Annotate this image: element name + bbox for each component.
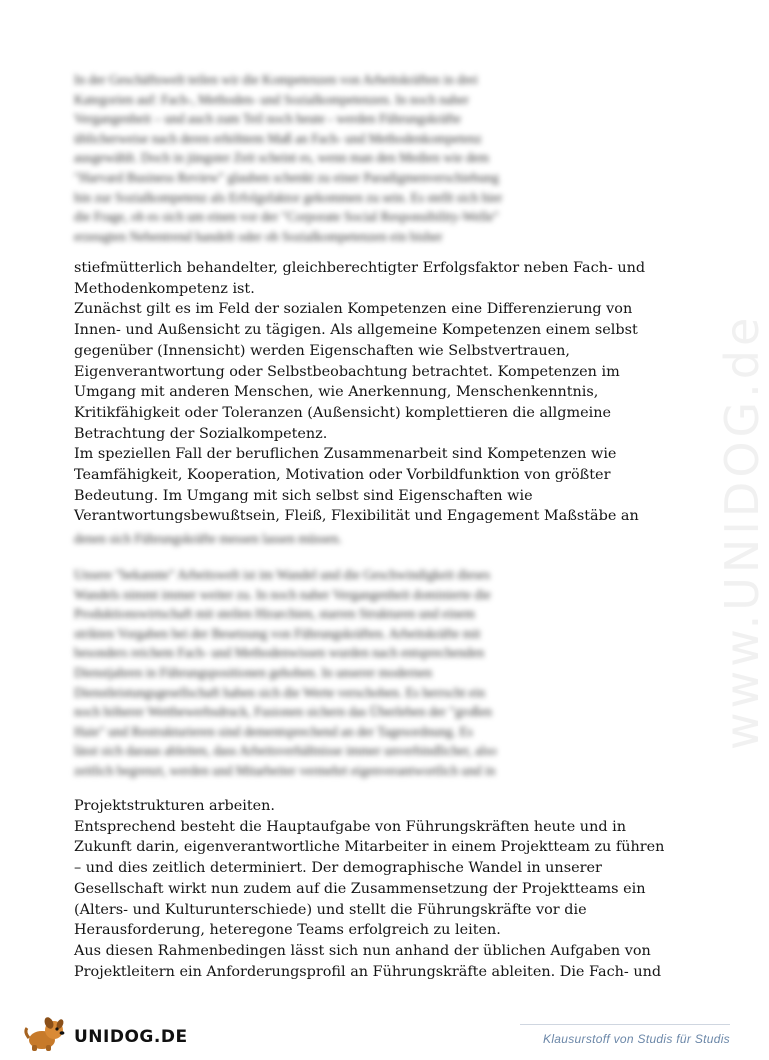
text-line: lässt sich daraus ableiten, dass Arbeitsverhältnisse immer unverbindlicher, also xyxy=(74,743,497,759)
text-line: Zunächst gilt es im Feld der sozialen Kompetenzen eine Differenzierung von xyxy=(74,301,633,318)
text-line: "Harvard Business Review" glauben schenkt zu einer Paradigmenverschiebung xyxy=(74,169,499,185)
text-line: Umgang mit anderen Menschen, wie Anerkennung, Menschenkenntnis, xyxy=(74,384,599,401)
text-line: besonders reichem Fach- und Methodenwissen wurden nach entsprechenden xyxy=(74,645,485,661)
text-line: In der Geschäftswelt teilen wir die Kompetenzen von Arbeitskräften in drei xyxy=(74,72,478,87)
text-line: Im speziellen Fall der beruflichen Zusammenarbeit sind Kompetenzen wie xyxy=(74,446,617,463)
text-line: üblicherweise nach deren erhöhtem Maß an Fach- und Methodenkompetenz xyxy=(74,130,482,146)
text-line: Wandels nimmt immer weiter zu. In noch naher Vergangenheit dominierte die xyxy=(74,586,491,602)
blurred-paragraph-1-tail xyxy=(74,529,682,549)
text-line: Projektstrukturen arbeiten. xyxy=(74,798,275,814)
text-line: Methodenkompetenz ist. xyxy=(74,280,255,297)
text-line: ausgewählt. Doch in jüngster Zeit scheint es, wenn man den Medien wie dem xyxy=(74,150,489,166)
footer-tagline: Klausurstoff von Studis für Studis xyxy=(543,1032,730,1046)
text-line: Verantwortungsbewußtsein, Fleiß, Flexibilität und Engagement Maßstäbe an xyxy=(74,508,639,525)
text-line: Kritikfähigkeit oder Toleranzen (Außensicht) komplettieren die allgmeine xyxy=(74,404,611,421)
text-line: Betrachtung der Sozialkompetenz. xyxy=(74,425,328,442)
text-line: Herausforderung, heteregone Teams erfolgreich zu leiten. xyxy=(74,922,501,939)
text-line: Produktionswirtschaft mit steilen Hirarchien, starren Strukturen und einem xyxy=(74,606,475,622)
visible-paragraph-1 xyxy=(74,258,682,527)
text-line: denen sich Führungskräfte messen lassen müssen. xyxy=(74,531,342,546)
visible-paragraph-2 xyxy=(74,796,682,982)
watermark xyxy=(690,280,769,750)
text-line: Unsere "bekannte" Arbeitswelt ist im Wandel und die Geschwindigkeit dieses xyxy=(74,567,491,582)
text-line: (Alters- und Kulturunterschiede) und stellt die Führungskräfte vor die xyxy=(74,901,587,918)
unidog-logo[interactable] xyxy=(24,1014,188,1052)
text-line: Dienstjahren in Führungspositionen gehoben. In unserer modernen xyxy=(74,664,433,680)
text-line: Teamfähigkeit, Kooperation, Motivation oder Vorbildfunktion von größter xyxy=(74,467,611,484)
text-line: Vergangenheit – und auch zum Teil noch heute - werden Führungskräfte xyxy=(74,111,461,127)
dog-mascot-icon xyxy=(24,1014,72,1052)
text-line: Kategorien auf: Fach-, Methoden- und Sozialkompetenzen. In noch naher xyxy=(74,91,469,107)
watermark-text: www.UNIDOG.de xyxy=(715,313,769,750)
blurred-paragraph-2 xyxy=(74,565,682,781)
text-line: noch höherer Wettbewerbsdruck, Fusionen sichern das Überleben der "großen xyxy=(74,704,492,720)
text-line: zeitlich begrenzt, werden und Mitarbeiter vermehrt eigenverantwortlich und in xyxy=(74,762,496,778)
text-line: Entsprechend besteht die Hauptaufgabe von Führungskräften heute und in xyxy=(74,818,626,835)
blurred-paragraph-1 xyxy=(74,70,682,246)
text-line: Haie" und Restrukturieren sind dementsprechend an der Tagesordnung. Es xyxy=(74,723,473,739)
text-line: Gesellschaft wirkt nun zudem auf die Zusammensetzung der Projektteams ein xyxy=(74,880,646,897)
text-line: Innen- und Außensicht zu tägigen. Als allgemeine Kompetenzen einem selbst xyxy=(74,322,638,339)
text-line: strikten Vorgaben bei der Besetzung von Führungskräften. Arbeitskräfte mit xyxy=(74,625,481,641)
text-line: Eigenverantwortung oder Selbstbeobachtung betrachtet. Kompetenzen im xyxy=(74,363,620,380)
text-line: hin zur Sozialkompetenz als Erfolgsfaktor gekommen zu sein. Es stellt sich hier xyxy=(74,189,503,205)
text-line: – und dies zeitlich determiniert. Der demographische Wandel in unserer xyxy=(74,860,602,877)
text-line: erzeugten Nebentrend handelt oder ob Sozialkompetenzen ein bisher xyxy=(74,228,443,244)
text-line: Zukunft darin, eigenverantwortliche Mitarbeiter in einem Projektteam zu führen xyxy=(74,839,665,856)
footer-divider xyxy=(520,1024,730,1025)
logo-wordmark: UNIDOG.DE xyxy=(74,1027,188,1047)
text-line: gegenüber (Innensicht) werden Eigenschaften wie Selbstvertrauen, xyxy=(74,342,570,359)
text-line: Bedeutung. Im Umgang mit sich selbst sind Eigenschaften wie xyxy=(74,487,533,504)
text-line: Dienstleistungsgesellschaft haben sich die Werte verschoben. Es herrscht ein xyxy=(74,684,486,700)
text-line: stiefmütterlich behandelter, gleichberechtigter Erfolgsfaktor neben Fach- und xyxy=(74,260,646,276)
text-line: die Frage, ob es sich um einen vor der "Corporate Social Responsibility-Welle" xyxy=(74,209,499,225)
text-line: Aus diesen Rahmenbedingen lässt sich nun anhand der üblichen Aufgaben von xyxy=(74,942,651,959)
text-line: Projektleitern ein Anforderungsprofil an Führungskräfte ableiten. Die Fach- und xyxy=(74,963,662,980)
